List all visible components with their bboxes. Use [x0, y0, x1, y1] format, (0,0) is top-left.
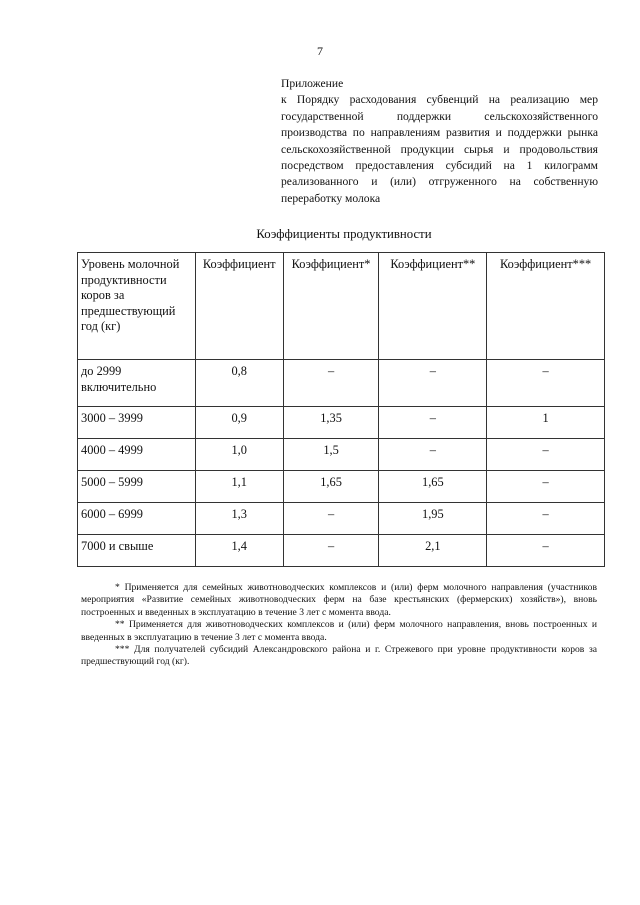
table-cell: – [379, 407, 487, 439]
table-cell: – [379, 439, 487, 471]
table-cell: – [283, 503, 379, 535]
table-header-row [78, 253, 605, 360]
table-row [78, 471, 605, 503]
table-cell: 0,9 [195, 407, 283, 439]
table-cell: – [487, 360, 605, 407]
table-title: Коэффициенты продуктивности [256, 227, 432, 241]
table-cell: 0,8 [195, 360, 283, 407]
table-cell: 1,4 [195, 535, 283, 567]
table-cell: 1,65 [379, 471, 487, 503]
table-row [78, 535, 605, 567]
table-row [78, 503, 605, 535]
header-productivity-level: Уровень молочной продуктивности коров за предшествующий год (кг) [78, 253, 196, 360]
table-row [78, 439, 605, 471]
table-cell: 1,95 [379, 503, 487, 535]
table-cell: – [379, 360, 487, 407]
appendix-title: Приложение [281, 77, 344, 90]
table-row [78, 360, 605, 407]
table-cell: – [487, 471, 605, 503]
footnotes [81, 582, 597, 669]
appendix-description: к Порядку расходования субвенций на реализацию мер государственной поддержки сельскохозяйственного производства по направлениям развития и поддержки рынка сельскохозяйственной продукции сырья и продовольствия посредством предоставления субсидий на 1 килограмм реализованного и (или) отгруженного на собственную переработку молока [281, 93, 598, 205]
table-cell: – [487, 439, 605, 471]
header-coefficient-3star: Коэффициент*** [487, 253, 605, 360]
footnote-2star: ** Применяется для животноводческих комплексов и (или) ферм молочного направления, вновь построенных и введенных в эксплуатацию в течение 3 лет с момента ввода. [81, 619, 597, 643]
coefficients-table [77, 252, 605, 567]
header-coefficient: Коэффициент [195, 253, 283, 360]
table-row [78, 407, 605, 439]
table-cell: 1,1 [195, 471, 283, 503]
table-cell: 4000 – 4999 [78, 439, 196, 471]
header-coefficient-1star: Коэффициент* [283, 253, 379, 360]
table-cell: – [283, 535, 379, 567]
table-cell: 7000 и свыше [78, 535, 196, 567]
table-cell: – [487, 535, 605, 567]
table-cell: 1,5 [283, 439, 379, 471]
table-cell: 5000 – 5999 [78, 471, 196, 503]
table-cell: 1,0 [195, 439, 283, 471]
table-cell: 1,65 [283, 471, 379, 503]
appendix-header [281, 76, 598, 207]
footnote-3star: *** Для получателей субсидий Александровского района и г. Стрежевого при уровне продуктивности коров за предшествующий год (кг). [81, 644, 597, 668]
footnote-1star: * Применяется для семейных животноводческих комплексов и (или) ферм молочного направления (участников мероприятия «Развитие семейных животноводческих ферм на базе крестьянских (фермерских) хозяйств»), вновь построенных и введенных в эксплуатацию в течение 3 лет с момента ввода. [81, 582, 597, 618]
table-cell: 2,1 [379, 535, 487, 567]
table-cell: 3000 – 3999 [78, 407, 196, 439]
table-cell: 6000 – 6999 [78, 503, 196, 535]
header-coefficient-2star: Коэффициент** [379, 253, 487, 360]
table-cell: до 2999 включительно [78, 360, 196, 407]
table-cell: – [487, 503, 605, 535]
table-cell: 1 [487, 407, 605, 439]
table-cell: 1,3 [195, 503, 283, 535]
table-cell: – [283, 360, 379, 407]
table-cell: 1,35 [283, 407, 379, 439]
page-number: 7 [317, 44, 323, 58]
